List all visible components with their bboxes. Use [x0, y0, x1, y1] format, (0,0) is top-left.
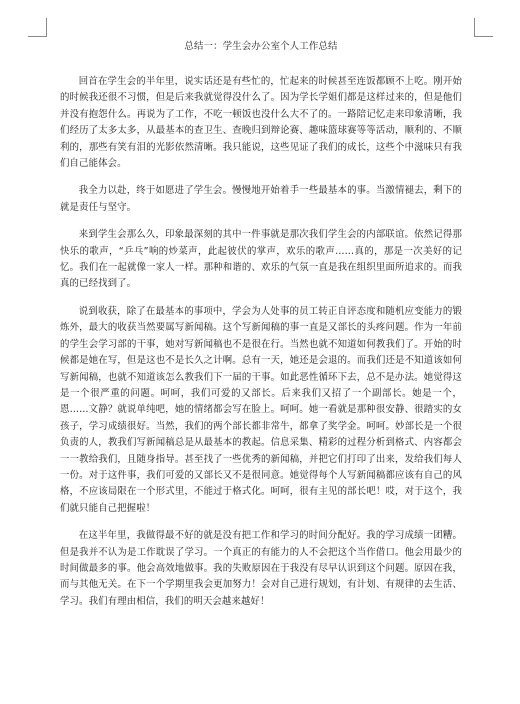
crop-mark-top-left [28, 18, 47, 37]
paragraph-1: 回首在学生会的半年里，说实话还是有些忙的，忙起来的时候甚至连饭都顾不上吃。刚开始的时候我还很不习惯，但是后来我就觉得没什么了。因为学长学姐们都是这样过来的，但是他们并没有抱怨什么。再说为了工作，不吃一顿饭也没什么大不了的。一路陪记忆走来印象清晰，我们经历了太多太多，从最基本的查卫生、查晚归到辩论赛、趣味篮球赛等等活动，顺利的、不顺利的，那些有笑有泪的光影依然清晰。我只能说，这些见证了我们的成长，这些个中滋味只有我们自己能体会。 [60, 76, 462, 170]
paragraph-3: 来到学生会那么久，印象最深刻的其中一件事就是那次我们学生会的内部联谊。依然记得那快乐的歌声，“乒乓”响的炒菜声，此起彼伏的掌声，欢乐的歌声……真的，那是一次美好的记忆。我们在一起就像一家人一样。那种和谐的、欢乐的气氛一直是我在组织里面所追求的。而我真的已经找到了。 [60, 229, 462, 290]
paragraph-2: 我全力以赴，终于如愿进了学生会。慢慢地开始着手一些最基本的事。当激情褪去，剩下的就是责任与坚守。 [60, 185, 462, 213]
paragraph-4: 说到收获，除了在最基本的事项中，学会为人处事的员工转正自评态度和随机应变能力的锻炼外，最大的收获当然要属写新闻稿。这个写新闻稿的事一直是又部长的头疼问题。作为一年前的学生会学习部的干事，她对写新闻稿也不是很在行。当然也就不知道如何教我们了。开始的时候都是她在写，但是这也不是长久之计啊。总有一天，她还是会退的。而我们还是不知道该如何写新闻稿，也就不知道该怎么教我们下一届的干事。如此恶性循环下去，总不是办法。她觉得这是一个很严重的问题。呵呵，我们可爱的又部长。后来我们又招了一个副部长。她是一个，恩……文静？就说单纯吧，她的情绪都会写在脸上。呵呵。她一看就是那种很安静、很踏实的女孩子，学习成绩很好。当然，我们的两个部长都非常牛，都拿了奖学金。呵呵。妙部长是一个很负责的人，教我们写新闻稿总是从最基本的教起。信息采集、精彩的过程分析到格式、内容都会一一教给我们，且随身指导。甚至找了一些优秀的新闻稿，并把它们打印了出来，发给我们每人一份。对于这件事，我们可爱的又部长又不是很同意。她觉得每个人写新闻稿都应该有自己的风格，不应该局限在一个形式里，不能过于格式化。呵呵，很有主见的部长吧！哎，对于这个，我们就只能自己把握啦！ [60, 305, 462, 514]
paragraph-5: 在这半年里，我做得最不好的就是没有把工作和学习的时间分配好。我的学习成绩一团糟。但是我并不认为是工作耽误了学习。一个真正的有能力的人不会把这个当作借口。他会用最少的时间做最多的事。他会高效地做事。我的失败原因在于我没有尽早认识到这个问题。原因在我，而与其他无关。在下一个学期里我会更加努力！会对自己进行规划，有计划、有规律的去生活、学习。我们有理由相信，我们的明天会越来越好！ [60, 530, 462, 607]
document-title: 总结一：学生会办公室个人工作总结 [184, 41, 338, 52]
crop-mark-top-right [474, 18, 493, 37]
document-body [60, 40, 462, 621]
